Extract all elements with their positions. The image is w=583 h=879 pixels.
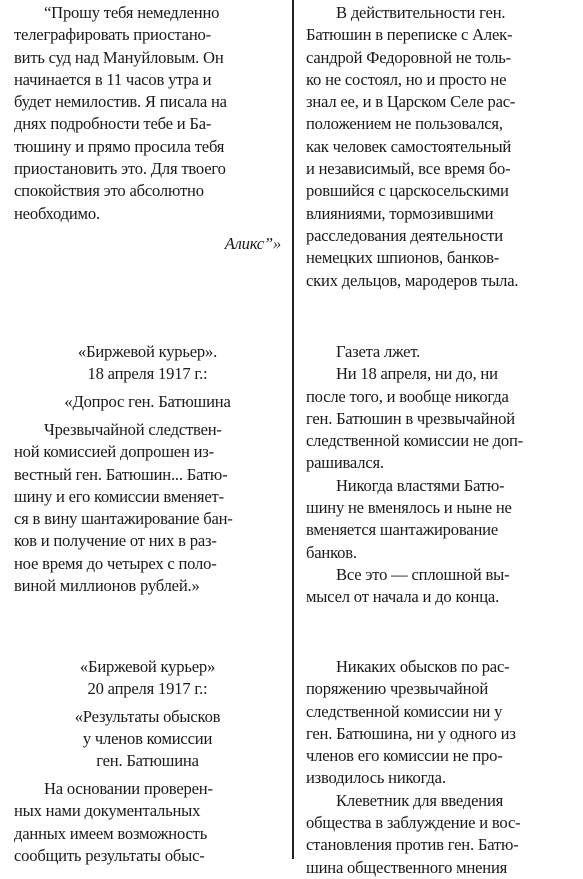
rebuttal-line: положением не пользовался, [306, 114, 503, 134]
newspaper-source: «Биржевой курьер». [77, 342, 218, 361]
quote-line: Чрезвычайной следствен- [44, 420, 222, 439]
letter-line: будет немилостив. Я писала на [14, 92, 227, 112]
rebuttal-line: Ни 18 апреля, ни до, ни [336, 364, 498, 384]
rebuttal-3 [306, 656, 570, 879]
newspaper-source: «Биржевой курьер» [79, 657, 216, 676]
quote-line: вестный ген. Батюшин... Батю- [14, 464, 228, 484]
rebuttal-2 [306, 341, 570, 609]
quote-line: ной комиссией допрошен из- [14, 442, 214, 462]
quote-line: шину и его комиссии вменяет- [14, 486, 224, 506]
rebuttal-line: ко не состоял, но и просто не [306, 69, 507, 89]
newspaper-headline: у членов комиссии [82, 729, 213, 748]
rebuttal-line: шину не вменялось и ныне не [306, 498, 512, 518]
newspaper-date: 18 апреля 1917 г.: [87, 364, 208, 383]
rebuttal-line: ген. Батюшин в чрезвычайной [306, 408, 515, 428]
rebuttal-line: ровшийся с царскосельскими [306, 181, 509, 201]
rebuttal-line: следственной комиссии не доп- [306, 431, 523, 451]
rebuttal-line: Газета лжет. [336, 342, 421, 361]
rebuttal-line: знал ее, и в Царском Селе рас- [306, 92, 516, 112]
newspaper-headline: «Результаты обысков [74, 707, 221, 726]
letter-line: вить суд над Мануйловым. Он [14, 47, 224, 67]
rebuttal-line: следственной комиссии ни у [306, 701, 503, 721]
letter-line: тюшину и прямо просила тебя [14, 136, 225, 156]
quote-line: виной миллионов рублей.» [14, 576, 200, 596]
quote-line: ков и получение от них в раз- [14, 531, 217, 551]
newspaper-quote-2 [14, 656, 281, 867]
rebuttal-line: вменяется шантажирование [306, 520, 498, 540]
quote-line: ных нами документальных [14, 801, 201, 821]
quote-line: данных имеем возможность [14, 823, 208, 843]
rebuttal-line: Все это — сплошной вы- [336, 564, 510, 584]
newspaper-headline: «Допрос ген. Батюшина [64, 392, 231, 411]
letter-line: телеграфировать приостано- [14, 25, 211, 45]
rebuttal-line: банков. [306, 542, 357, 562]
rebuttal-line: становления против ген. Батю- [306, 835, 519, 855]
quote-line: На основании проверен- [44, 779, 213, 798]
rebuttal-line: поряжению чрезвычайной [306, 679, 489, 699]
letter-quote [14, 2, 281, 255]
rebuttal-line: мысел от начала и до конца. [306, 587, 500, 607]
rebuttal-line: общества в заблуждение и вос- [306, 813, 521, 833]
rebuttal-line: ген. Батюшина, ни у одного из [306, 723, 516, 743]
rebuttal-line: Никогда властями Батю- [336, 475, 505, 495]
rebuttal-line: рашивался. [306, 453, 384, 473]
rebuttal-line: Батюшин в переписке с Алек- [306, 25, 513, 45]
rebuttal-line: шина общественного мнения [306, 857, 508, 877]
letter-line: днях подробности тебе и Ба- [14, 114, 212, 134]
letter-line: спокойствия это абсолютно [14, 181, 204, 201]
rebuttal-line: и независимый, все время бо- [306, 159, 511, 179]
quote-line: ся в вину шантажирование бан- [14, 509, 233, 529]
letter-signature: Аликс”» [224, 233, 281, 253]
rebuttal-line: немецких шпионов, банков- [306, 248, 500, 268]
rebuttal-line: ских дельцов, мародеров тыла. [306, 270, 519, 290]
rebuttal-line: Клеветник для введения [336, 790, 504, 810]
newspaper-date: 20 апреля 1917 г.: [87, 679, 208, 698]
newspaper-headline: ген. Батюшина [96, 751, 199, 770]
rebuttal-line: сандрой Федоровной не толь- [306, 47, 511, 67]
rebuttal-line: членов его комиссии не про- [306, 746, 503, 766]
letter-line: “Прошу тебя немедленно [44, 3, 220, 22]
rebuttal-line: Никаких обысков по рас- [336, 657, 510, 676]
newspaper-quote-1 [14, 341, 281, 597]
rebuttal-line: после того, и вообще никогда [306, 386, 509, 406]
quote-line: ное время до четырех с поло- [14, 553, 217, 573]
rebuttal-line: В действительности ген. [336, 3, 506, 22]
column-divider [292, 0, 294, 859]
rebuttal-line: как человек самостоятельный [306, 136, 512, 156]
quote-line: сообщить результаты обыс- [14, 845, 205, 865]
rebuttal-line: влияниями, тормозившими [306, 203, 494, 223]
rebuttal-line: расследования деятельности [306, 225, 503, 245]
letter-line: приостановить это. Для твоего [14, 159, 226, 179]
letter-line: необходимо. [14, 203, 100, 223]
rebuttal-line: изводилось никогда. [306, 768, 446, 788]
letter-line: начинается в 11 часов утра и [14, 69, 212, 89]
rebuttal-1 [306, 2, 570, 292]
